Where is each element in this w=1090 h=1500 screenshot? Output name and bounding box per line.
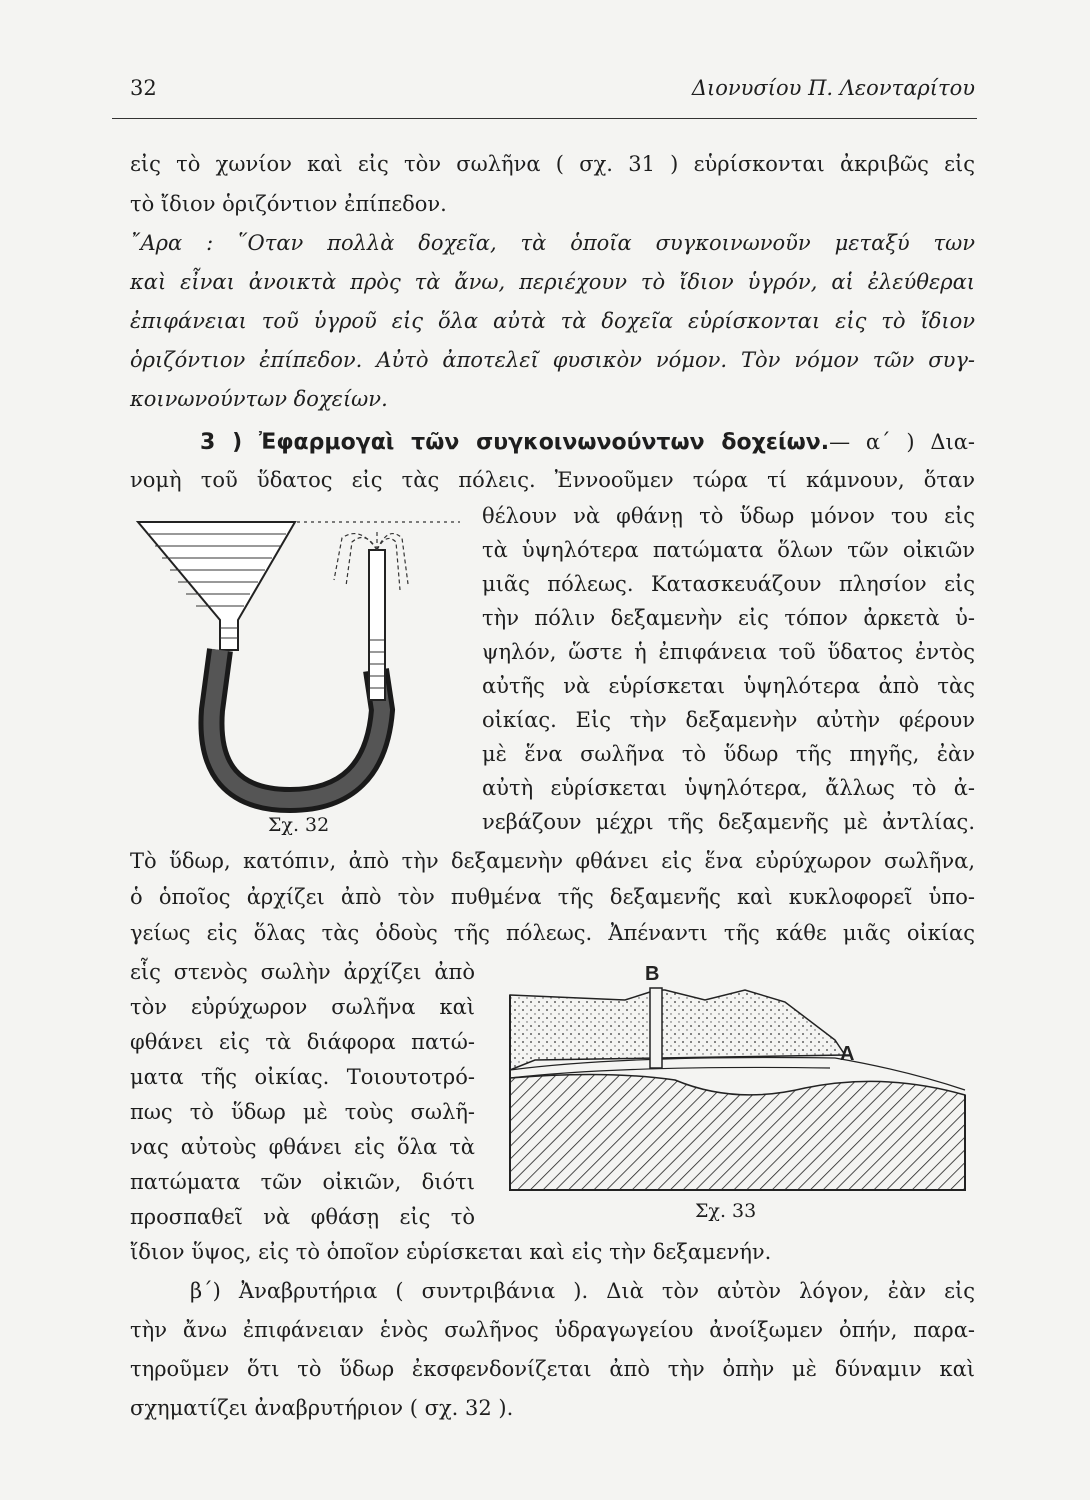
wrap-line: τὰ ὑψηλότερα πατώματα ὅλων τῶν οἰκιῶν [482,538,975,562]
body-line: σχηματίζει ἀναβρυτήριον ( σχ. 32 ). [130,1396,514,1420]
body-line: ὁ ὁποῖος ἀρχίζει ἀπὸ τὸν πυθμένα τῆς δεξαμενῆς καὶ κυκλοφορεῖ ὑπο- [130,885,975,909]
wrap-line: τὴν πόλιν δεξαμενὴν εἰς τόπον ἀρκετὰ ὑ- [482,606,975,630]
wrap-line: πως τὸ ὕδωρ μὲ τοὺς σωλῆ- [130,1100,475,1124]
header-rule [112,118,977,119]
wrap-line: μιᾶς πόλεως. Κατασκευάζουν πλησίον εἰς [482,572,975,596]
body-line: ὁριζόντιον ἐπίπεδον. Αὐτὸ ἀποτελεῖ φυσικὸν νόμον. Τὸν νόμον τῶν συγ- [130,348,975,372]
body-line: ἐπιφάνειαι τοῦ ὑγροῦ εἰς ὅλα αὐτὰ τὰ δοχεῖα εὑρίσκονται εἰς τὸ ἴδιον [130,309,975,333]
wrap-line: νεβάζουν μέχρι τῆς δεξαμενῆς μὲ ἀντλίας. [482,810,975,834]
figure-32-communicating-vessel [120,510,480,840]
wrap-line: νας αὐτοὺς φθάνει εἰς ὅλα τὰ [130,1135,475,1159]
body-line: ῎Αρα : ῞Οταν πολλὰ δοχεῖα, τὰ ὁποῖα συγκοινωνοῦν μεταξύ των [130,231,975,255]
figure-33-caption: Σχ. 33 [695,1200,757,1222]
body-line: τὴν ἄνω ἐπιφάνειαν ἑνὸς σωλῆνος ὑδραγωγείου ἀνοίξωμεν ὀπήν, παρα- [130,1318,975,1342]
wrap-line: οἰκίας. Εἰς τὴν δεξαμενὴν αὐτὴν φέρουν [482,708,975,732]
wrap-line: εἷς στενὸς σωλὴν ἀρχίζει ἀπὸ [130,960,475,984]
wrap-line: ψηλόν, ὥστε ἡ ἐπιφάνεια τοῦ ὕδατος ἐντὸς [482,640,975,664]
body-line: καὶ εἶναι ἀνοικτὰ πρὸς τὰ ἄνω, περιέχουν τὸ ἴδιον ὑγρόν, αἱ ἐλεύθεραι [130,270,975,294]
section-heading-line [200,432,975,454]
wrap-line: προσπαθεῖ νὰ φθάσῃ εἰς τὸ [130,1205,475,1229]
wrap-line: φθάνει εἰς τὰ διάφορα πατώ- [130,1030,475,1054]
body-line: τηροῦμεν ὅτι τὸ ὕδωρ ἐκσφενδονίζεται ἀπὸ τὴν ὀπὴν μὲ δύναμιν καὶ [130,1357,975,1381]
wrap-line: πατώματα τῶν οἰκιῶν, διότι [130,1170,475,1194]
body-line: εἰς τὸ χωνίον καὶ εἰς τὸν σωλῆνα ( σχ. 31 ) εὑρίσκονται ἀκριβῶς εἰς [130,152,975,176]
body-line: γείως εἰς ὅλας τὰς ὁδοὺς τῆς πόλεως. Ἀπέναντι τῆς κάθε μιᾶς οἰκίας [130,921,975,945]
figure-33-label-a: A [840,1043,855,1065]
body-line: τὸ ἴδιον ὁριζόντιον ἐπίπεδον. [130,192,447,216]
figure-33-artesian-well [505,960,975,1210]
section-heading: 3 ) Ἐφαρμογαὶ τῶν συγκοινωνούντων δοχείων. [200,430,830,455]
body-line: β΄) Ἀναβρυτήρια ( συντριβάνια ). Διὰ τὸν αὐτὸν λόγον, ἐὰν εἰς [190,1279,975,1303]
figure-32-caption: Σχ. 32 [268,814,330,836]
page-number: 32 [130,76,157,100]
running-title: Διονυσίου Π. Λεονταρίτου [691,76,975,100]
wrap-line: ματα τῆς οἰκίας. Τοιουτοτρό- [130,1065,475,1089]
section-heading-tail: — α΄ ) Δια- [829,430,976,454]
wrap-line: μὲ ἕνα σωλῆνα τὸ ὕδωρ τῆς πηγῆς, ἐὰν [482,742,975,766]
figure-33-label-b: B [645,963,660,985]
body-line: ἴδιον ὕψος, εἰς τὸ ὁποῖον εὑρίσκεται καὶ εἰς τὴν δεξαμενήν. [130,1240,772,1264]
wrap-line: αὐτῆς νὰ εὑρίσκεται ὑψηλότερα ἀπὸ τὰς [482,674,975,698]
wrap-line: αὐτὴ εὑρίσκεται ὑψηλότερα, ἄλλως τὸ ἀ- [482,776,975,800]
wrap-line: θέλουν νὰ φθάνῃ τὸ ὕδωρ μόνον του εἰς [482,504,975,528]
body-line: νομὴ τοῦ ὕδατος εἰς τὰς πόλεις. Ἐννοοῦμεν τώρα τί κάμνουν, ὅταν [130,468,975,492]
running-header [130,72,975,106]
body-line: κοινωνούντων δοχείων. [130,387,388,411]
body-line: Τὸ ὕδωρ, κατόπιν, ἀπὸ τὴν δεξαμενὴν φθάνει εἰς ἕνα εὐρύχωρον σωλῆνα, [130,849,975,873]
wrap-line: τὸν εὐρύχωρον σωλῆνα καὶ [130,995,475,1019]
